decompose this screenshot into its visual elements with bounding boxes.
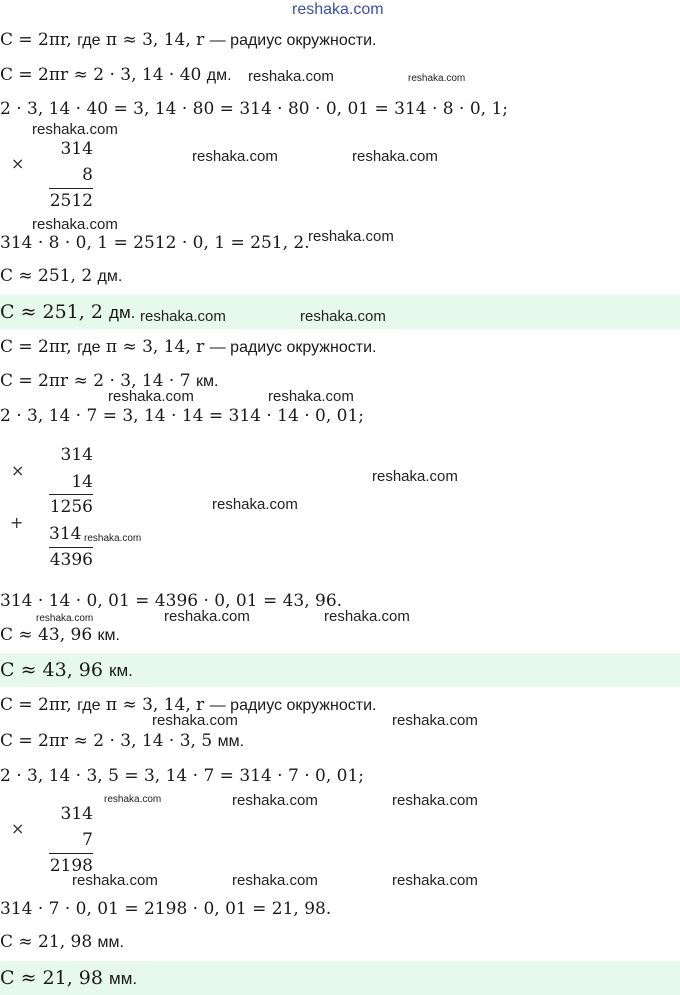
formula-part: C ≈ 251, 2 bbox=[0, 266, 93, 286]
plus-sign: + bbox=[10, 513, 24, 532]
text-part: — радиус окружности. bbox=[209, 697, 377, 714]
formula-part: π ≈ 3, 14, r bbox=[105, 30, 205, 50]
unit-text: км. bbox=[109, 661, 133, 680]
formula-part: C = 2πr ≈ 2 · 3, 14 · 3, 5 bbox=[0, 731, 213, 751]
calculation-line bbox=[0, 97, 508, 121]
formula-part: C ≈ 43, 96 bbox=[0, 625, 93, 645]
watermark: reshaka.com bbox=[72, 872, 158, 889]
multiply-sign: × bbox=[11, 819, 25, 838]
multiplicand: 314 bbox=[60, 804, 93, 824]
product: 4396 bbox=[49, 550, 93, 570]
watermark: reshaka.com bbox=[352, 148, 438, 165]
multiply-sign: × bbox=[11, 461, 25, 480]
watermark: reshaka.com bbox=[308, 228, 394, 245]
watermark: reshaka.com bbox=[300, 308, 386, 325]
text-part: где bbox=[77, 339, 101, 356]
unit-text: мм. bbox=[217, 733, 245, 750]
unit-text: мм. bbox=[109, 969, 138, 988]
multiplicand: 314 bbox=[60, 139, 93, 159]
approx-result bbox=[0, 930, 124, 955]
watermark-top[interactable]: reshaka.com bbox=[292, 1, 384, 18]
unit-text: дм. bbox=[206, 67, 232, 84]
watermark: reshaka.com bbox=[408, 73, 466, 84]
answer-line bbox=[0, 966, 137, 991]
watermark: reshaka.com bbox=[392, 712, 478, 729]
formula-substitution bbox=[0, 63, 232, 88]
watermark: reshaka.com bbox=[324, 608, 410, 625]
watermark: reshaka.com bbox=[232, 792, 318, 809]
formula-part: 2 · 3, 14 · 40 = 3, 14 · 80 = 314 · 80 · 0, 01 = 314 · 8 · 0, 1; bbox=[0, 99, 508, 119]
watermark: reshaka.com bbox=[36, 613, 94, 624]
text-part: где bbox=[77, 32, 101, 49]
formula-part: C ≈ 21, 98 bbox=[0, 967, 103, 989]
calculation-line bbox=[0, 231, 310, 255]
watermark: reshaka.com bbox=[32, 216, 118, 233]
multiplier: 8 bbox=[82, 165, 93, 185]
watermark: reshaka.com bbox=[392, 872, 478, 889]
unit-text: км. bbox=[97, 627, 120, 644]
formula-part: 314 · 14 · 0, 01 = 4396 · 0, 01 = 43, 96. bbox=[0, 591, 343, 611]
watermark: reshaka.com bbox=[164, 608, 250, 625]
formula-part: C = 2πr ≈ 2 · 3, 14 · 40 bbox=[0, 65, 202, 85]
watermark: reshaka.com bbox=[108, 388, 194, 405]
formula-part: C ≈ 43, 96 bbox=[0, 659, 103, 681]
watermark: reshaka.com bbox=[140, 308, 226, 325]
watermark: reshaka.com bbox=[152, 712, 238, 729]
formula-part: C ≈ 21, 98 bbox=[0, 932, 93, 952]
text-part: где bbox=[77, 697, 101, 714]
answer-line bbox=[0, 300, 135, 325]
unit-text: мм. bbox=[97, 934, 124, 951]
answer-block bbox=[0, 653, 680, 687]
partial-product: 1256 bbox=[49, 497, 93, 517]
watermark: reshaka.com bbox=[232, 872, 318, 889]
formula-part: π ≈ 3, 14, r bbox=[105, 695, 205, 715]
watermark: reshaka.com bbox=[392, 792, 478, 809]
multiply-sign: × bbox=[11, 154, 25, 173]
partial-product: 314 bbox=[49, 524, 82, 544]
answer-line bbox=[0, 658, 133, 683]
formula-part: 314 · 8 · 0, 1 = 2512 · 0, 1 = 251, 2. bbox=[0, 233, 310, 253]
formula-part: π ≈ 3, 14, r bbox=[105, 337, 205, 357]
approx-result bbox=[0, 623, 120, 648]
formula-part: C = 2πr, bbox=[0, 337, 72, 357]
multiplicand: 314 bbox=[60, 445, 93, 465]
calculation-line bbox=[0, 764, 364, 788]
watermark: reshaka.com bbox=[248, 68, 334, 85]
unit-text: дм. bbox=[109, 303, 136, 322]
unit-text: дм. bbox=[97, 268, 123, 285]
text-part: — радиус окружности. bbox=[209, 32, 377, 49]
approx-result bbox=[0, 264, 122, 289]
formula-part: 314 · 7 · 0, 01 = 2198 · 0, 01 = 21, 98. bbox=[0, 899, 332, 919]
formula-part: C ≈ 251, 2 bbox=[0, 301, 103, 323]
calculation-line bbox=[0, 404, 364, 428]
watermark: reshaka.com bbox=[268, 388, 354, 405]
watermark: reshaka.com bbox=[32, 121, 118, 138]
multiplier: 14 bbox=[71, 472, 93, 492]
formula-substitution bbox=[0, 729, 244, 754]
text-part: — радиус окружности. bbox=[209, 339, 377, 356]
multiplier: 7 bbox=[82, 830, 93, 850]
unit-text: км. bbox=[195, 373, 219, 390]
watermark: reshaka.com bbox=[212, 496, 298, 513]
formula-definition bbox=[0, 335, 376, 360]
watermark: reshaka.com bbox=[84, 533, 142, 544]
formula-definition bbox=[0, 28, 376, 53]
formula-part: C = 2πr ≈ 2 · 3, 14 · 7 bbox=[0, 371, 191, 391]
product: 2512 bbox=[49, 191, 93, 211]
watermark: reshaka.com bbox=[372, 468, 458, 485]
formula-part: 2 · 3, 14 · 3, 5 = 3, 14 · 7 = 314 · 7 · 0, 01; bbox=[0, 766, 364, 786]
product: 2198 bbox=[49, 856, 93, 876]
watermark: reshaka.com bbox=[104, 794, 162, 805]
formula-part: 2 · 3, 14 · 7 = 3, 14 · 14 = 314 · 14 · 0, 01; bbox=[0, 406, 364, 426]
formula-part: C = 2πr, bbox=[0, 30, 72, 50]
watermark: reshaka.com bbox=[192, 148, 278, 165]
answer-block bbox=[0, 961, 680, 995]
calculation-line bbox=[0, 897, 331, 921]
formula-part: C = 2πr, bbox=[0, 695, 72, 715]
